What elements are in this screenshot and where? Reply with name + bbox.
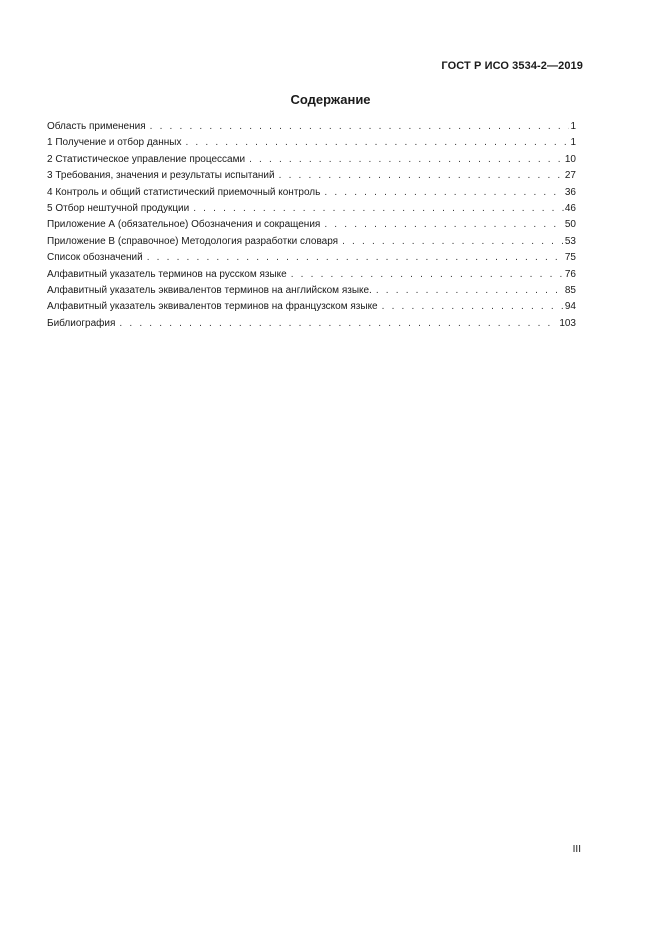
toc-entry[interactable] — [47, 316, 576, 332]
toc-leader-dots — [193, 201, 564, 217]
toc-leader-dots — [376, 283, 564, 299]
document-code: ГОСТ Р ИСО 3534-2—2019 — [441, 60, 583, 72]
toc-entry-label: 4 Контроль и общий статистический приемочный контроль — [47, 186, 321, 198]
toc-entry[interactable] — [47, 250, 576, 266]
toc-entry-label: Приложение В (справочное) Методология разработки словаря — [47, 235, 339, 247]
toc-entry[interactable] — [47, 119, 576, 135]
toc-entry-page: 76 — [564, 268, 576, 280]
toc-entry[interactable] — [47, 152, 576, 168]
toc-entry-label: Алфавитный указатель эквивалентов терминов на французском языке — [47, 301, 378, 313]
toc-entry-page: 85 — [564, 284, 576, 296]
toc-entry[interactable] — [47, 135, 576, 151]
toc-entry-label: 5 Отбор нештучной продукции — [47, 202, 190, 214]
toc-leader-dots — [324, 185, 564, 201]
toc-leader-dots — [382, 299, 564, 315]
toc-entry-label: Область применения — [47, 121, 146, 132]
toc-entry-page: 1 — [570, 121, 576, 132]
toc-entry[interactable] — [47, 267, 576, 283]
toc-entry-label: Алфавитный указатель терминов на русском языке — [47, 268, 287, 280]
toc-entry-page: 50 — [564, 219, 576, 231]
toc-entry-label: 1 Получение и отбор данных — [47, 137, 182, 149]
toc-entry-label: Алфавитный указатель эквивалентов терминов на английском языке. — [47, 284, 372, 296]
table-of-contents — [47, 119, 576, 332]
toc-leader-dots — [147, 250, 564, 266]
toc-entry[interactable] — [47, 299, 576, 315]
toc-entry-page: 1 — [570, 137, 576, 149]
toc-entry[interactable] — [47, 185, 576, 201]
toc-entry[interactable] — [47, 168, 576, 184]
page-number: III — [572, 844, 581, 855]
toc-entry-label: Приложение А (обязательное) Обозначения и сокращения — [47, 219, 321, 231]
toc-entry-label: Список обозначений — [47, 252, 143, 264]
toc-entry-page: 94 — [564, 301, 576, 313]
toc-entry-page: 46 — [564, 202, 576, 214]
toc-entry-page: 36 — [564, 186, 576, 198]
toc-leader-dots — [249, 152, 564, 168]
toc-title: Содержание — [290, 92, 371, 107]
toc-entry-page: 10 — [564, 153, 576, 165]
toc-leader-dots — [185, 135, 569, 151]
toc-entry-label: Библиография — [47, 317, 116, 329]
toc-entry-page: 53 — [564, 235, 576, 247]
toc-entry-page: 75 — [564, 252, 576, 264]
toc-entry[interactable] — [47, 201, 576, 217]
toc-entry-page: 103 — [559, 317, 576, 329]
toc-entry[interactable] — [47, 217, 576, 233]
toc-leader-dots — [324, 217, 564, 233]
toc-entry-page: 27 — [564, 170, 576, 182]
toc-leader-dots — [279, 168, 564, 184]
toc-leader-dots — [150, 119, 570, 135]
toc-entry-label: 2 Статистическое управление процессами — [47, 153, 246, 165]
toc-entry[interactable] — [47, 283, 576, 299]
toc-leader-dots — [291, 267, 564, 283]
toc-leader-dots — [119, 316, 558, 332]
toc-entry[interactable] — [47, 234, 576, 250]
toc-entry-label: 3 Требования, значения и результаты испытаний — [47, 170, 275, 182]
toc-leader-dots — [342, 234, 564, 250]
